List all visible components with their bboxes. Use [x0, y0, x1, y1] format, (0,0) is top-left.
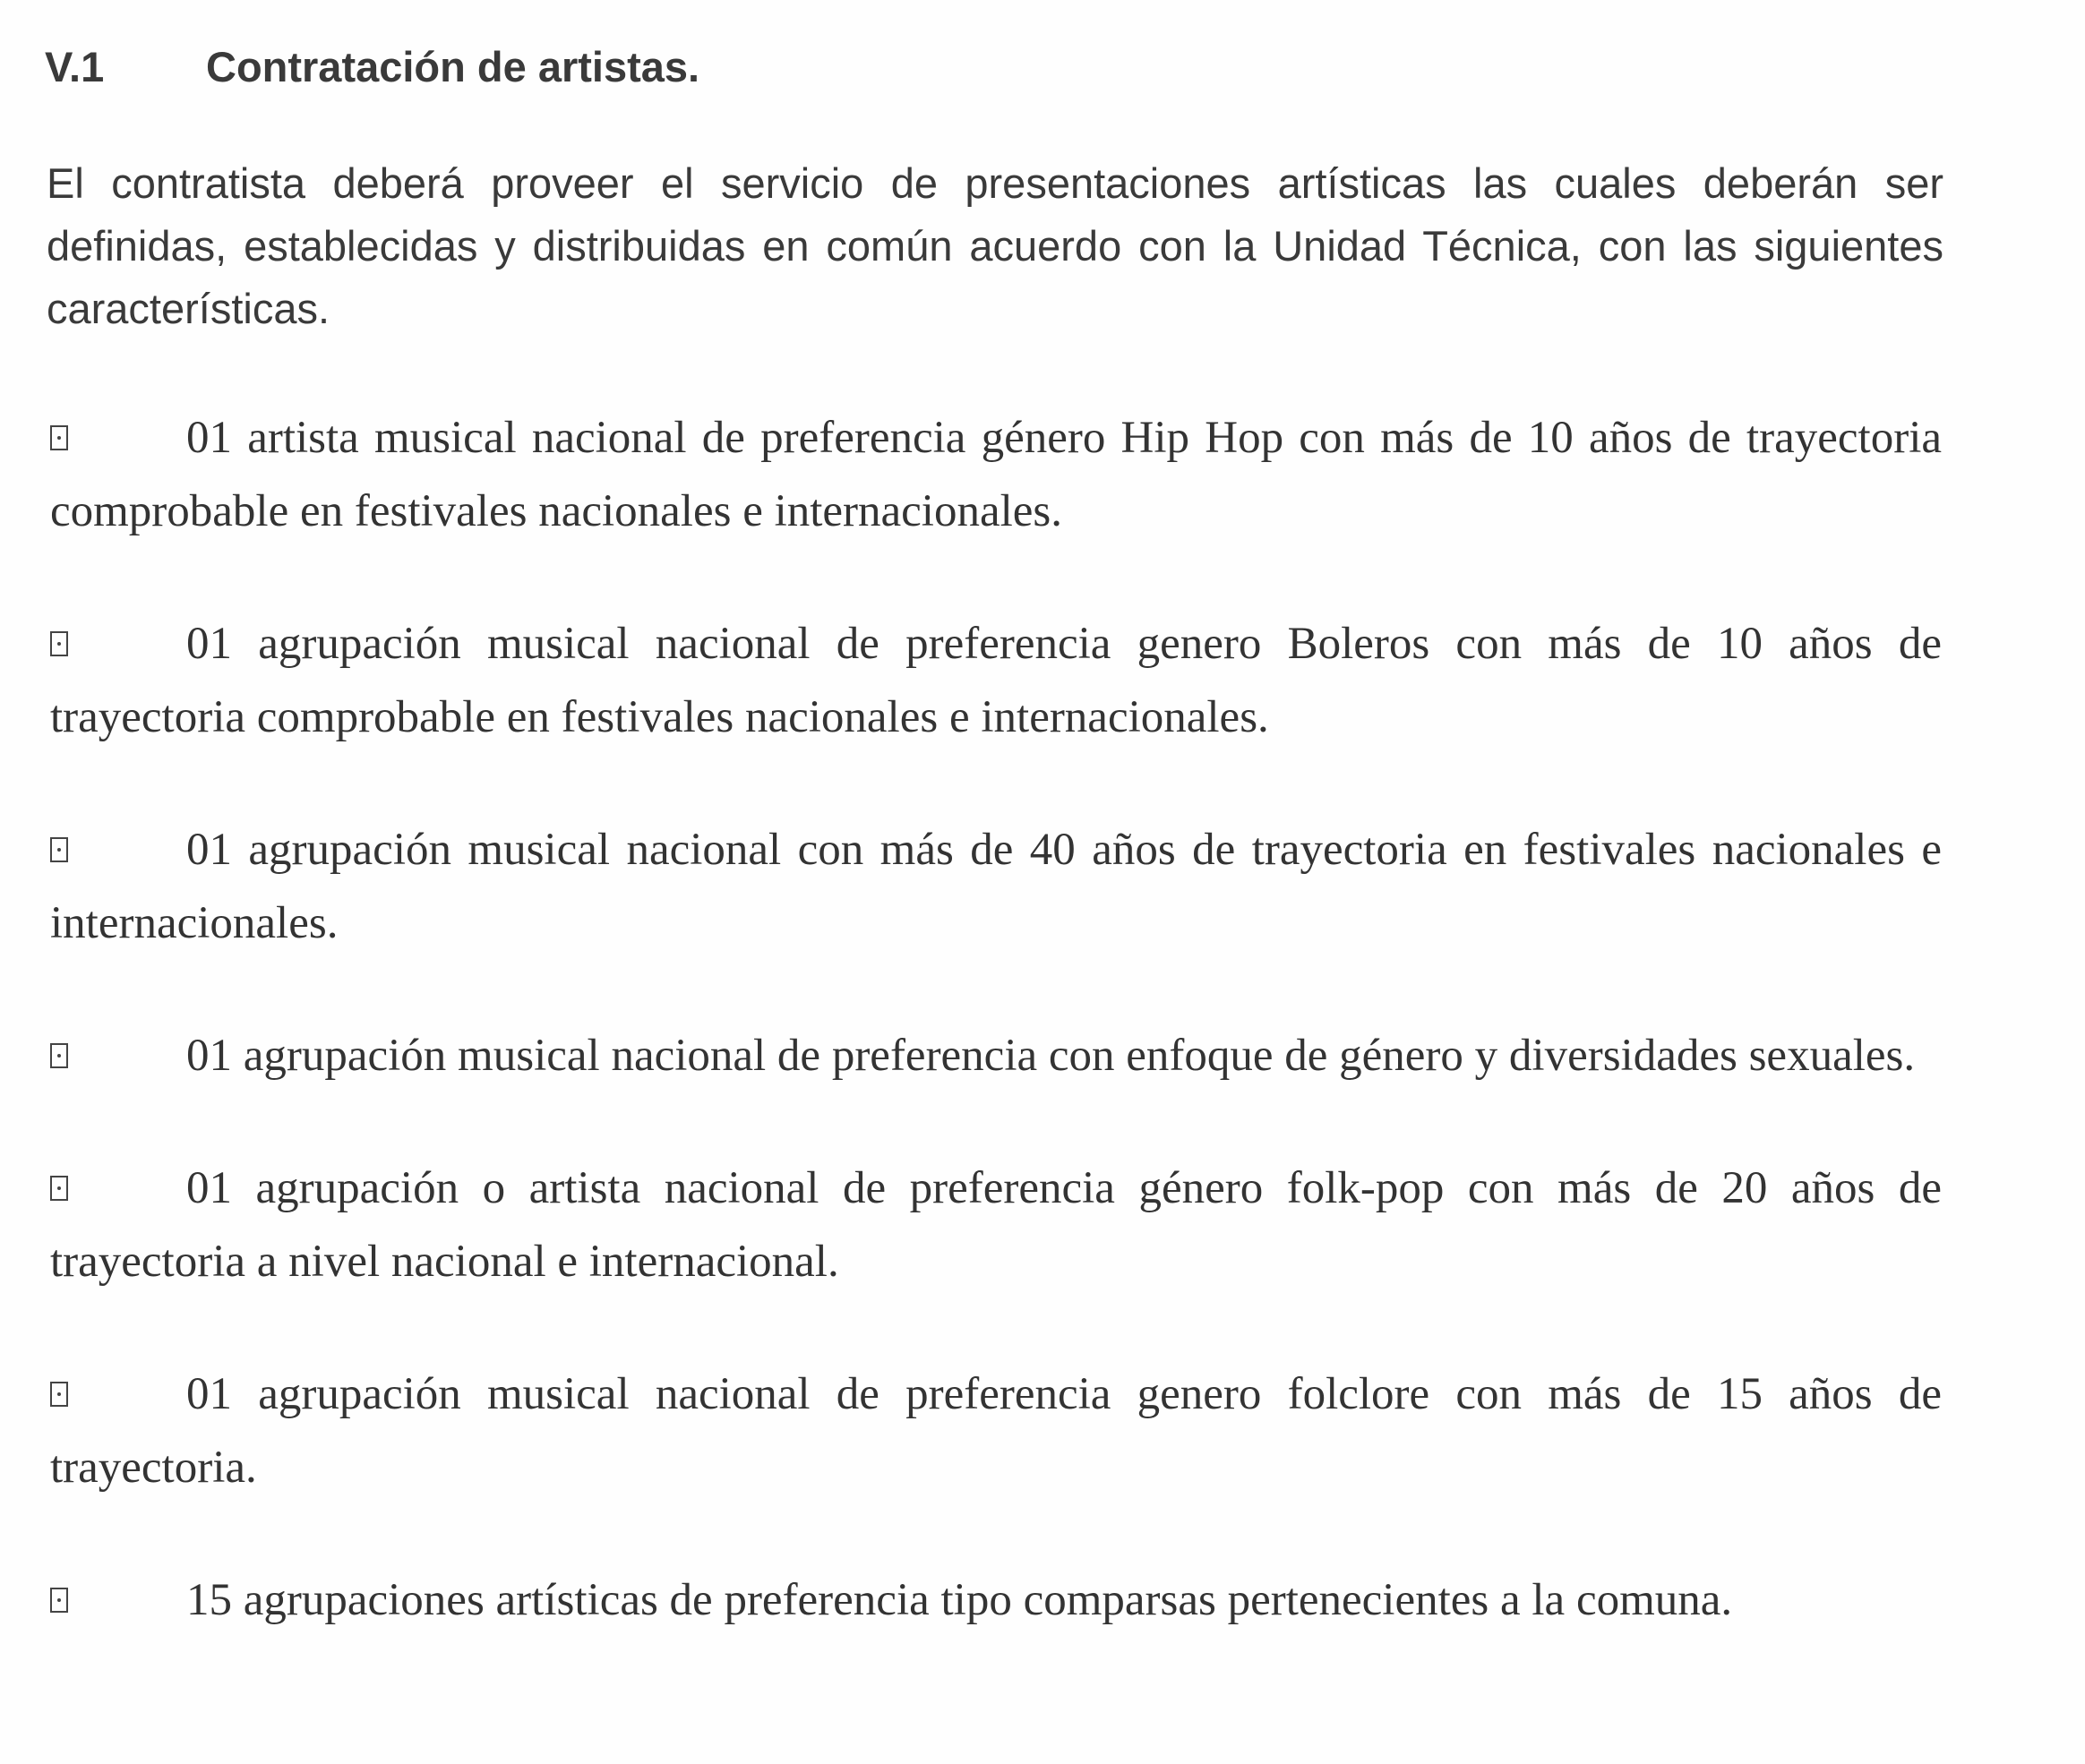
requirement-text: 15 agrupaciones artísticas de preferencia tipo comparsas pertenecientes a la comuna. [186, 1575, 1733, 1625]
checkbox-bullet-icon [50, 631, 68, 656]
checkbox-bullet-icon [50, 1176, 68, 1201]
section-number: V.1 [45, 42, 105, 90]
checkbox-bullet-icon [50, 1382, 68, 1407]
requirement-text: 01 agrupación musical nacional con más de 40 años de trayectoria en festivales nacionales e internacionales. [50, 825, 1942, 948]
checkbox-bullet-icon [50, 425, 68, 450]
requirement-item-6 [50, 1357, 1942, 1504]
checkbox-bullet-icon [50, 837, 68, 862]
section-heading [45, 39, 699, 93]
requirement-text: 01 agrupación musical nacional de preferencia genero folclore con más de 15 años de trayectoria. [50, 1369, 1942, 1493]
requirement-item-2 [50, 607, 1942, 754]
requirement-item-3 [50, 813, 1942, 960]
requirement-item-1 [50, 401, 1942, 548]
requirement-text: 01 artista musical nacional de preferencia género Hip Hop con más de 10 años de trayectoria comprobable en festivales nacionales e internacionales. [50, 413, 1942, 536]
requirement-item-4 [50, 1019, 1942, 1092]
requirement-text: 01 agrupación musical nacional de preferencia genero Boleros con más de 10 años de trayectoria comprobable en festivales nacionales e internacionales. [50, 619, 1942, 742]
section-title: Contratación de artistas. [206, 42, 700, 90]
requirement-text: 01 agrupación o artista nacional de preferencia género folk-pop con más de 20 años de trayectoria a nivel nacional e internacional. [50, 1163, 1942, 1287]
intro-paragraph: El contratista deberá proveer el servicio de presentaciones artísticas las cuales deberán ser definidas, establecidas y distribuidas en común acuerdo con la Unidad Técnica, con las siguientes características. [47, 159, 1943, 332]
requirement-text: 01 agrupación musical nacional de preferencia con enfoque de género y diversidades sexuales. [186, 1031, 1916, 1081]
checkbox-bullet-icon [50, 1588, 68, 1613]
checkbox-bullet-icon [50, 1043, 68, 1068]
requirement-item-5 [50, 1152, 1942, 1298]
requirement-item-7 [50, 1563, 1942, 1637]
requirements-list [50, 401, 1942, 1637]
